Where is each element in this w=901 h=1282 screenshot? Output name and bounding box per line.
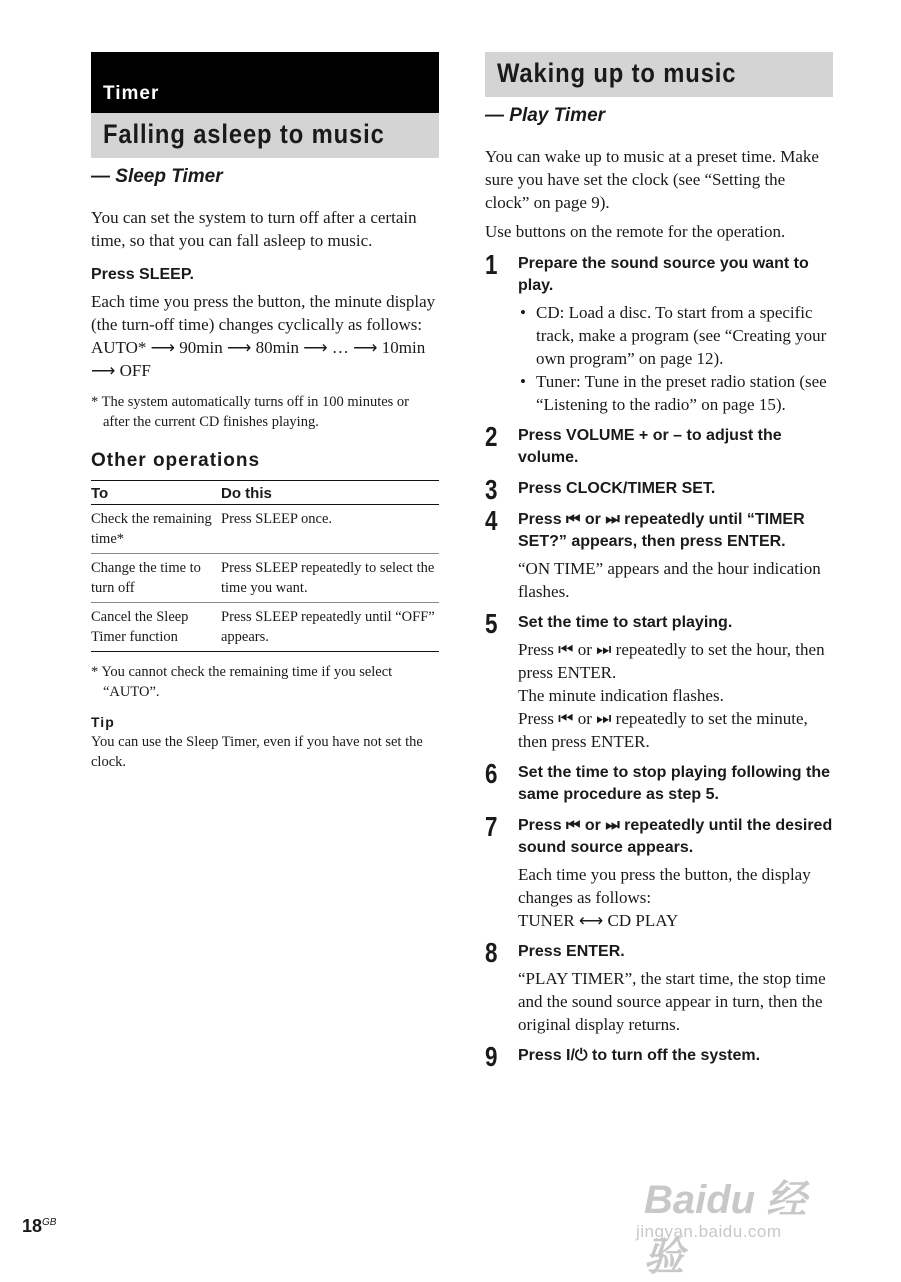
- step-heading: Set the time to start playing.: [518, 614, 733, 631]
- step-body: Press ⏮ or ⏭ repeatedly to set the hour, then press ENTER.: [518, 640, 825, 682]
- step-number: 9: [485, 1041, 498, 1072]
- watermark: [636, 1138, 846, 1279]
- step-heading: Press I/⏻ to turn off the system.: [518, 1047, 761, 1064]
- tip-heading: Tip: [91, 714, 115, 730]
- step-body: TUNER ⟷ CD PLAY: [518, 911, 679, 930]
- section-label: Timer: [103, 83, 160, 104]
- step-4: [485, 505, 833, 603]
- step-3: [485, 474, 833, 505]
- step-8: [485, 937, 833, 1036]
- section-title: Waking up to music: [497, 58, 737, 88]
- footnote: * You cannot check the remaining time if you select “AUTO”.: [91, 664, 393, 700]
- table-cell: Press SLEEP once.: [221, 505, 439, 554]
- step-number: 3: [485, 474, 498, 505]
- subtitle: — Play Timer: [485, 105, 606, 126]
- left-column: [91, 52, 439, 772]
- step-number: 1: [485, 249, 498, 280]
- step-2: [485, 421, 833, 469]
- step-heading: Press ENTER.: [518, 943, 625, 960]
- step-heading: Press ⏮ or ⏭ repeatedly until the desired sound source appears.: [518, 817, 833, 856]
- step-body: “ON TIME” appears and the hour indication flashes.: [518, 559, 821, 601]
- operations-table: [91, 480, 439, 652]
- step-heading: Set the time to stop playing following the same procedure as step 5.: [518, 764, 830, 803]
- right-column: [485, 52, 833, 1072]
- step-heading: Press ⏮ or ⏭ repeatedly until “TIMER SET?” appears, then press ENTER.: [518, 511, 805, 550]
- step-number: 5: [485, 608, 498, 639]
- list-item: • Tuner: Tune in the preset radio station (see “Listening to the radio” on page 15).: [518, 370, 833, 416]
- watermark-url: jingyan.baidu.com: [636, 1222, 782, 1241]
- press-body: Each time you press the button, the minute display (the turn-off time) changes cyclically as follows:: [91, 292, 436, 334]
- table-row: [91, 603, 439, 652]
- table-cell: Check the remaining time*: [91, 505, 221, 554]
- step-number: 8: [485, 937, 498, 968]
- column-header: Do this: [221, 481, 439, 505]
- column-header: To: [91, 481, 221, 505]
- tip-body: You can use the Sleep Timer, even if you have not set the clock.: [91, 734, 423, 770]
- subtitle: — Sleep Timer: [91, 166, 223, 187]
- section-label-bar: [91, 52, 439, 113]
- page-title: Falling asleep to music: [103, 119, 385, 149]
- step-number: 6: [485, 758, 498, 789]
- play-timer-title-box: [485, 52, 833, 97]
- table-cell: Change the time to turn off: [91, 554, 221, 603]
- page-number: [22, 1216, 56, 1237]
- step-body: Each time you press the button, the display changes as follows:: [518, 865, 811, 907]
- step-1: [485, 249, 833, 416]
- list-item: • CD: Load a disc. To start from a specific track, make a program (see “Creating your own program” on page 12).: [518, 301, 833, 370]
- step-6: [485, 758, 833, 806]
- step-body: Press ⏮ or ⏭ repeatedly to set the minute, then press ENTER.: [518, 709, 808, 751]
- intro-paragraph: You can wake up to music at a preset time. Make sure you have set the clock (see “Setting the clock” on page 9).: [485, 147, 819, 212]
- table-row: [91, 554, 439, 603]
- page-number-value: 18: [22, 1216, 43, 1236]
- page-number-suffix: GB: [42, 1217, 57, 1228]
- watermark-logo: Baidu 经验: [644, 1178, 807, 1279]
- step-number: 2: [485, 421, 498, 452]
- step-heading: Prepare the sound source you want to play.: [518, 255, 809, 294]
- step-heading: Press VOLUME + or – to adjust the volume.: [518, 427, 782, 466]
- step-body: “PLAY TIMER”, the start time, the stop time and the sound source appear in turn, then the original display returns.: [518, 969, 826, 1034]
- step-7: [485, 811, 833, 932]
- step-heading: Press CLOCK/TIMER SET.: [518, 480, 716, 497]
- step-5: [485, 608, 833, 753]
- footnote: * The system automatically turns off in 100 minutes or after the current CD finishes playing.: [91, 394, 410, 430]
- step-number: 7: [485, 811, 498, 842]
- step-number: 4: [485, 505, 498, 536]
- table-header-row: [91, 481, 439, 505]
- sleep-timer-title-box: [91, 113, 439, 158]
- sequence-text: AUTO* ⟶ 90min ⟶ 80min ⟶ … ⟶ 10min ⟶ OFF: [91, 338, 426, 380]
- intro-paragraph: Use buttons on the remote for the operation.: [485, 222, 786, 241]
- table-cell: Press SLEEP repeatedly to select the time you want.: [221, 554, 439, 603]
- table-cell: Press SLEEP repeatedly until “OFF” appears.: [221, 603, 439, 652]
- other-operations-heading: Other operations: [91, 450, 261, 471]
- intro-paragraph: You can set the system to turn off after a certain time, so that you can fall asleep to music.: [91, 208, 417, 250]
- step-9: [485, 1041, 833, 1072]
- step-body: The minute indication flashes.: [518, 686, 724, 705]
- table-row: [91, 505, 439, 554]
- table-cell: Cancel the Sleep Timer function: [91, 603, 221, 652]
- press-heading: Press SLEEP.: [91, 266, 194, 283]
